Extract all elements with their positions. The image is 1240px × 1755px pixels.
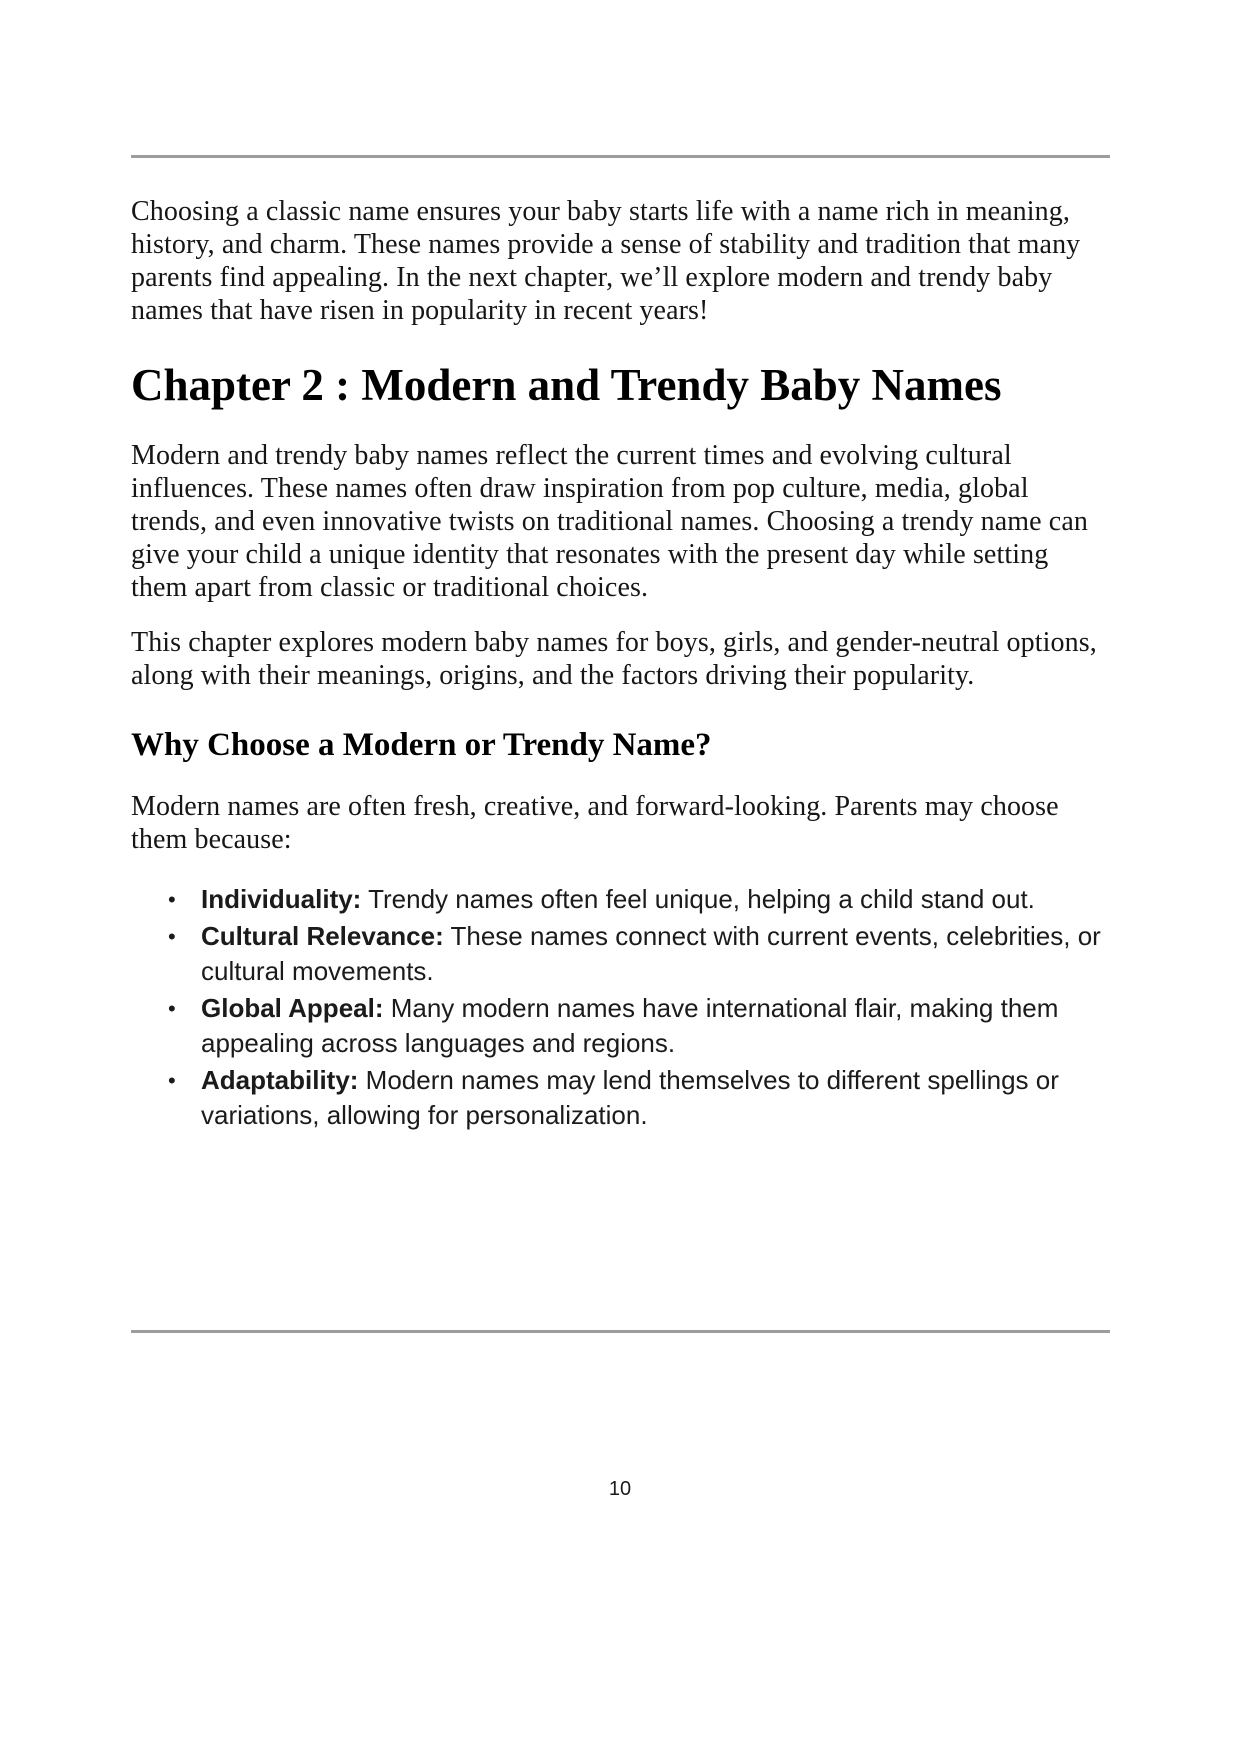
page-number: 10 <box>608 1478 632 1500</box>
list-item-cultural-relevance <box>168 919 1110 989</box>
bullet-icon: • <box>168 1068 176 1093</box>
bullet-label: Cultural Relevance: <box>201 921 444 951</box>
list-item-global-appeal <box>168 991 1110 1061</box>
bullet-text: Trendy names often feel unique, helping a child stand out. <box>361 884 1035 914</box>
bullet-label: Adaptability: <box>201 1065 359 1095</box>
bullet-label: Global Appeal: <box>201 993 384 1023</box>
paragraph-why-choose: Modern names are often fresh, creative, and forward-looking. Parents may choose them because: <box>131 791 1059 855</box>
paragraph-chapter-overview: This chapter explores modern baby names for boys, girls, and gender-neutral options, along with their meanings, origins, and the factors driving their popularity. <box>131 627 1097 691</box>
bullet-label: Individuality: <box>201 884 362 914</box>
chapter-title: Chapter 2 : Modern and Trendy Baby Names <box>131 360 1002 410</box>
list-item-adaptability <box>168 1063 1110 1133</box>
bottom-divider <box>131 1330 1110 1333</box>
section-heading: Why Choose a Modern or Trendy Name? <box>131 727 712 763</box>
bullet-icon: • <box>168 887 176 912</box>
bullet-icon: • <box>168 996 176 1021</box>
bullet-icon: • <box>168 924 176 949</box>
bullet-text: Many modern names have international flair, making them appealing across languages and regions. <box>201 993 1059 1058</box>
top-divider <box>131 155 1110 158</box>
bullet-list <box>131 882 1110 1133</box>
bullet-text: These names connect with current events, celebrities, or cultural movements. <box>201 921 1101 986</box>
intro-paragraph: Choosing a classic name ensures your baby starts life with a name rich in meaning, history, and charm. These names provide a sense of stability and tradition that many parents find appealing. In the next chapter, we’ll explore modern and trendy baby names that have risen in popularity in recent years! <box>131 196 1081 326</box>
list-item-individuality <box>168 882 1110 917</box>
bullet-text: Modern names may lend themselves to different spellings or variations, allowing for personalization. <box>201 1065 1059 1130</box>
paragraph-modern-names: Modern and trendy baby names reflect the current times and evolving cultural influences. These names often draw inspiration from pop culture, media, global trends, and even innovative twists on traditional names. Choosing a trendy name can give your child a unique identity that resonates with the present day while setting them apart from classic or traditional choices. <box>131 440 1088 603</box>
